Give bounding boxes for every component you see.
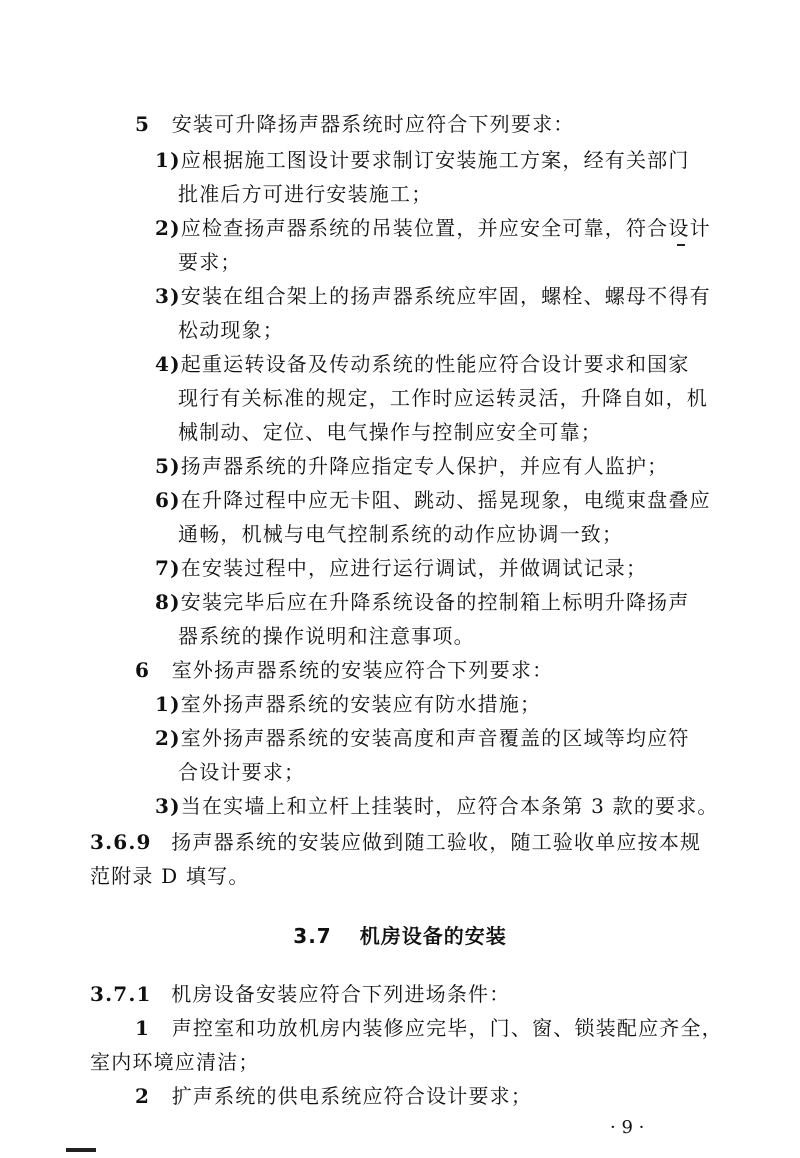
- sub-item-continuation: 械制动、定位、电气操作与控制应安全可靠；: [178, 420, 602, 444]
- sub-item-text: 扬声器系统的升降应指定专人保护，并应有人监护；: [180, 454, 669, 478]
- sub-item-number: 1): [155, 148, 181, 172]
- clause-text: 机房设备安装应符合下列进场条件：: [171, 982, 511, 1006]
- clause-3-7-1: [90, 980, 800, 1008]
- sub-item: [155, 690, 800, 718]
- scan-mark: [677, 244, 685, 246]
- sub-item-continuation: 通畅，机械与电气控制系统的动作应协调一致；: [178, 522, 624, 546]
- sub-item-text: 在安装过程中，应进行运行调试，并做调试记录；: [180, 556, 648, 580]
- clause-item: [135, 1082, 800, 1110]
- sub-item-continuation: 器系统的操作说明和注意事项。: [178, 624, 475, 648]
- item-number: 1: [135, 1016, 151, 1040]
- sub-item-text: 室外扬声器系统的安装高度和声音覆盖的区域等均应符: [180, 726, 690, 750]
- sub-item-number: 4): [155, 352, 181, 376]
- sub-item-text: 室外扬声器系统的安装应有防水措施；: [180, 692, 542, 716]
- item-text: 室外扬声器系统的安装应符合下列要求：: [171, 658, 554, 682]
- sub-item: [155, 452, 800, 480]
- sub-item-number: 8): [155, 590, 181, 614]
- sub-item-number: 7): [155, 556, 181, 580]
- sub-item: [155, 282, 800, 310]
- section-heading: [0, 922, 800, 950]
- sub-item: [155, 588, 800, 616]
- item-text: 扩声系统的供电系统应符合设计要求；: [171, 1084, 533, 1108]
- sub-item-text: 起重运转设备及传动系统的性能应符合设计要求和国家: [180, 352, 690, 376]
- sub-item: [155, 792, 800, 820]
- sub-item: [155, 214, 800, 242]
- sub-item: [155, 350, 800, 378]
- sub-item-continuation: 要求；: [178, 250, 242, 274]
- sub-item-number: 1): [155, 692, 181, 716]
- section-title: 机房设备的安装: [359, 924, 507, 948]
- page-number: · 9 ·: [610, 1117, 645, 1138]
- sub-item-number: 5): [155, 454, 181, 478]
- sub-item-text: 在升降过程中应无卡阻、跳动、摇晃现象，电缆束盘叠应: [180, 488, 711, 512]
- clause-continuation: 范附录 D 填写。: [90, 864, 250, 888]
- item-number: 5: [135, 112, 151, 136]
- clause-number: 3.6.9: [90, 830, 152, 854]
- sub-item-text: 安装完毕后应在升降系统设备的控制箱上标明升降扬声: [180, 590, 690, 614]
- item-text: 安装可升降扬声器系统时应符合下列要求：: [171, 112, 575, 136]
- item-number: 6: [135, 658, 151, 682]
- clause-item-continuation: 室内环境应清洁；: [90, 1050, 260, 1074]
- sub-item-text: 应检查扬声器系统的吊装位置，并应安全可靠，符合设计: [180, 216, 711, 240]
- sub-item-number: 3): [155, 284, 181, 308]
- scan-mark: [66, 1148, 96, 1152]
- section-number: 3.7: [293, 924, 332, 948]
- item-5: [135, 110, 800, 138]
- sub-item: [155, 146, 800, 174]
- sub-item-continuation: 松动现象；: [178, 318, 284, 342]
- sub-item: [155, 486, 800, 514]
- sub-item-continuation: 合设计要求；: [178, 760, 306, 784]
- clause-3-6-9: [90, 828, 800, 856]
- sub-item: [155, 724, 800, 752]
- sub-item-number: 2): [155, 216, 181, 240]
- sub-item-continuation: 批准后方可进行安装施工；: [178, 182, 433, 206]
- item-6: [135, 656, 800, 684]
- clause-number: 3.7.1: [90, 982, 152, 1006]
- sub-item-number: 3): [155, 794, 181, 818]
- sub-item: [155, 554, 800, 582]
- sub-item-text: 安装在组合架上的扬声器系统应牢固，螺栓、螺母不得有: [180, 284, 711, 308]
- item-number: 2: [135, 1084, 151, 1108]
- clause-item: [135, 1014, 800, 1042]
- sub-item-number: 2): [155, 726, 181, 750]
- sub-item-number: 6): [155, 488, 181, 512]
- clause-text: 扬声器系统的安装应做到随工验收，随工验收单应按本规: [171, 830, 702, 854]
- sub-item-text: 应根据施工图设计要求制订安装施工方案，经有关部门: [180, 148, 690, 172]
- sub-item-text: 当在实墙上和立杆上挂装时，应符合本条第 3 款的要求。: [180, 794, 719, 818]
- sub-item-continuation: 现行有关标准的规定，工作时应运转灵活，升降自如，机: [178, 386, 708, 410]
- item-text: 声控室和功放机房内装修应完毕，门、窗、锁装配应齐全，: [171, 1016, 723, 1040]
